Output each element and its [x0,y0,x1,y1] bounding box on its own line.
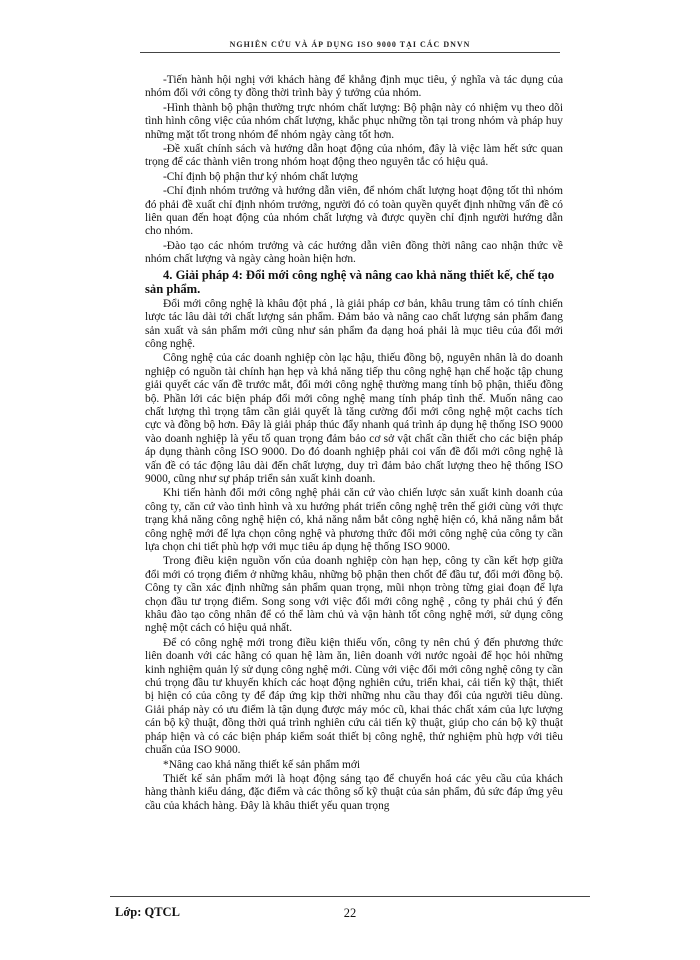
paragraph: -Đề xuất chính sách và hướng dẫn hoạt động của nhóm, đây là việc làm hết sức quan trọng để các thành viên trong nhóm hoạt động theo nguyên tắc có hiệu quả. [145,143,563,169]
class-label: Lớp: QTCL [115,905,180,919]
running-header: NGHIÊN CỨU VÀ ÁP DỤNG ISO 9000 TẠI CÁC DNVN [229,40,471,49]
paragraph: Khi tiến hành đổi mới công nghệ phải căn cứ vào chiến lược sản xuất kinh doanh của công ty, căn cứ vào tình hình và xu hướng phát triển công nghệ trên thế giới cùng với thực trạng khả năng công nghệ hiện có, khả năng nắm bắt công nghệ hiện có, khả năng nắm bắt công nghệ mới để lựa chọn công nghệ và phương thức đổi mới công nghệ của công ty cần lựa chọn chi tiết phù hợp với mục tiêu áp dụng hệ thống ISO 9000. [145,487,563,553]
paragraph: Thiết kế sản phẩm mới là hoạt động sáng tạo để chuyển hoá các yêu cầu của khách hàng thành kiểu dáng, đặc điểm và các thông số kỹ thuật của sản phẩm, đủ sức đáp ứng yêu cầu của khách hàng. Đây là khâu thiết yếu quan trọng [145,772,563,812]
paragraph: -Hình thành bộ phận thường trực nhóm chất lượng: Bộ phận này có nhiệm vụ theo dõi tình hình công việc của nhóm chất lượng, khắc phục những tồn tại trong nhóm và pháp huy những mặt tốt trong nhóm để nhóm ngày càng tốt hơn. [145,101,563,141]
paragraph: -Chỉ định nhóm trưởng và hướng dẫn viên, để nhóm chất lượng hoạt động tốt thì nhóm đó phải đề xuất chỉ định nhóm trưởng, người đó có toàn quyền quyết định những vấn đề có liên quan đến hoạt động của nhóm chất lượng và được quyền chỉ định người hướng dẫn cho nhóm. [145,185,563,238]
subheading: *Nâng cao khả năng thiết kế sản phẩm mới [163,758,361,771]
paragraph: Trong điều kiện nguồn vốn của doanh nghiệp còn hạn hẹp, công ty cần kết hợp giữa đổi mới có trọng điểm ở những khâu, những bộ phận then chốt để đầu tư, đổi mới đồng bộ. Công ty cần xác định những sản phẩm quan trọng, mũi nhọn tròng từng giai đoạn để lựa chọn đầu tư trọng điểm. Song song với việc đổi mới công nghệ , công ty phải chú ý đến khâu đào tạo công nhân để có thể làm chủ và vận hành tốt công nghệ mới, sử dụng công nghệ một cách có hiệu quả nhất. [145,555,563,635]
paragraph: -Đào tạo các nhóm trưởng và các hướng dẫn viên đồng thời nâng cao nhận thức về nhóm chất lượng và ngày càng hoàn hiện hơn. [145,239,563,266]
paragraph: Đổi mới công nghệ là khâu đột phá , là giải pháp cơ bản, khâu trung tâm có tính chiến lược tác lâu dài tới chất lượng sản phẩm. Đảm bảo và nâng cao chất lượng sản phẩm đang sản xuất và sản phẩm mới cũng như sản phẩm đa dạng hoá phải là mục tiêu của đổi mới công nghệ. [145,297,563,350]
paragraph: Công nghệ của các doanh nghiệp còn lạc hậu, thiếu đồng bộ, nguyên nhân là do doanh nghiệp có nguồn tài chính hạn hẹp và khả năng tiếp thu công nghệ hạn chế hoặc tập chung giải quyết các vấn đề trước mắt, đổi mới công nghệ thường mang tính bộ phận, thiếu đồng bộ. Phần lới các biện pháp đổi mới công nghệ mang tính pháp tình thế. Muốn nâng cao chất lượng thì trọng tâm cần giải quyết là tăng cường đổi mới công nghệ một cachs tích cực và đồng bộ hơn. Đây là giải pháp thúc đẩy nhanh quá trình áp dụng hệ thống ISO 9000 vào doanh nghiệp là yếu tố quan trọng đảm bảo cơ sở vật chất cần thiết cho các biện pháp áp dụng thành công ISO 9000. Do đó doanh nghiệp phải coi vấn đề đổi mới công nghệ là vấn đề có tác động lâu dài đến chất lượng, duy trì đảm bảo chất lượng theo hệ thống ISO 9000, cũng như sự pháp triển sản xuất kinh doanh. [145,352,563,485]
section-heading: 4. Giải pháp 4: Đổi mới công nghệ và nâng cao khả năng thiết kế, chế tạo sản phẩm. [145,267,555,297]
page-body [145,74,563,814]
paragraph: Để có công nghệ mới trong điều kiện thiếu vốn, công ty nên chú ý đến phương thức liên doanh với các hãng có quan hệ làm ăn, liên doanh với nước ngoài để học hỏi những kinh nghiệm quản lý sử dụng công nghệ mới. Cùng với việc đổi mới công nghệ công ty cần chú trọng đầu tư khuyến khích các hoạt động nghiên cứu, triển khai, cải tiến kỹ thật, thiết bị hiện có của công ty để đáp ứng kịp thời những nhu cầu thay đổi của người tiêu dùng. Giải pháp này có ưu điểm là tận dụng được máy móc cũ, khai thác chất xám của lực lượng cán bộ kỹ thuật, đồng thời quá trình nghiên cứu cải tiến kỹ thuật, giúp cho cán bộ kỹ thuật pháp hiện và có các biện pháp kiểm soát thiết bị công nghệ, thử nghiệm phù hợp với tiêu chuẩn của ISO 9000. [145,636,563,757]
paragraph: -Tiến hành hội nghị với khách hàng để khẳng định mục tiêu, ý nghĩa và tác dụng của nhóm đối với công ty đồng thời trình bày ý tưởng của nhóm. [145,74,563,100]
header-rule [140,52,560,53]
paragraph: -Chỉ định bộ phận thư ký nhóm chất lượng [163,170,358,183]
page-number: 22 [343,906,357,920]
footer-rule [110,896,590,897]
